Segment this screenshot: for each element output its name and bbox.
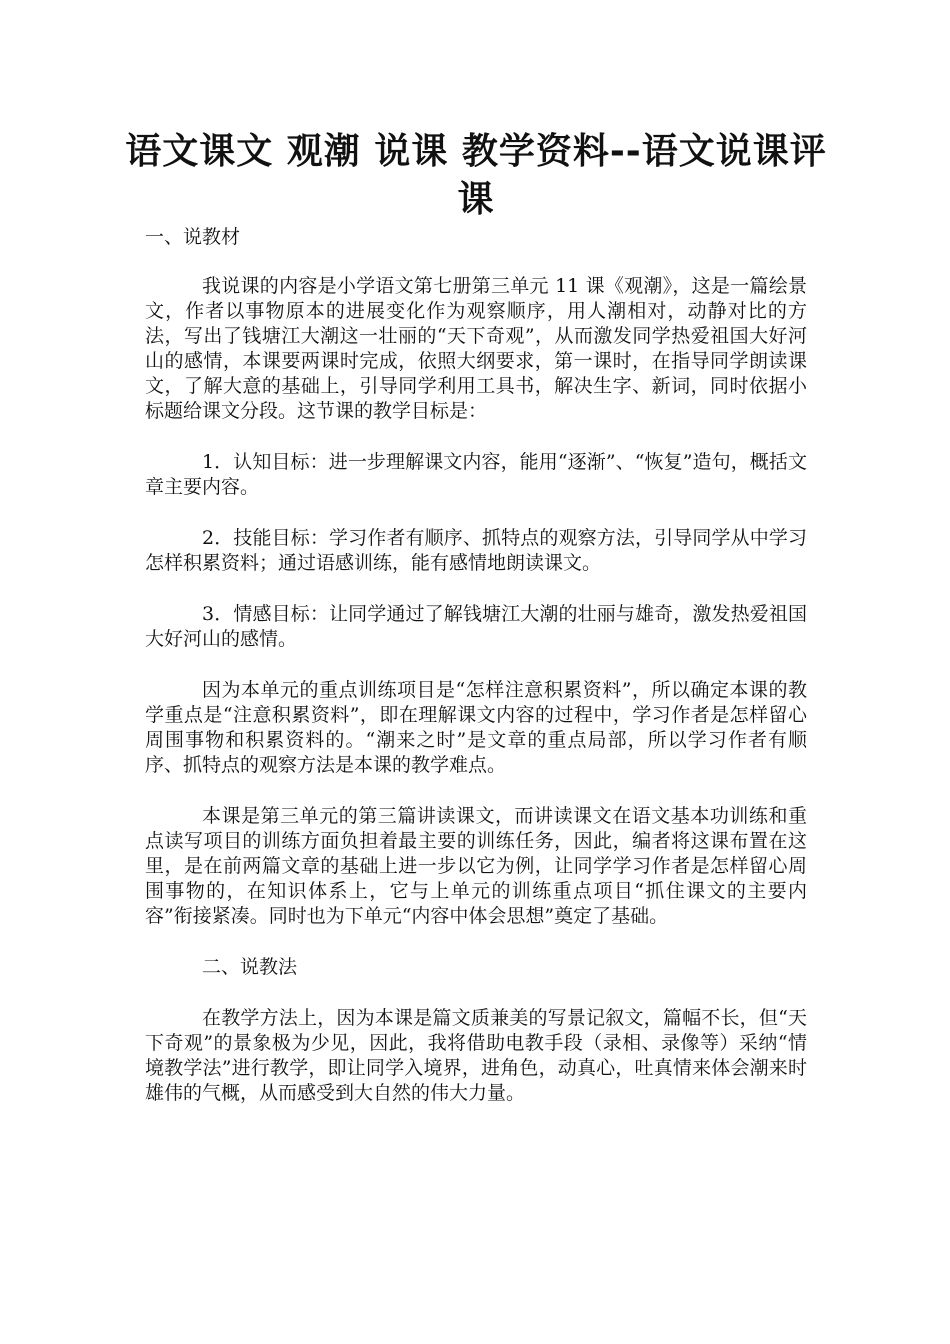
paragraph-method: 在教学方法上，因为本课是篇文质兼美的写景记叙文，篇幅不长，但“天下奇观”的景象极为少见，因此，我将借助电教手段（录相、录像等）采纳“情境教学法”进行教学，即让同学入境界，进角色，动真心，吐真情来体会潮来时雄伟的气概，从而感受到大自然的伟大力量。 [145, 1007, 807, 1104]
paragraph-unit-position: 本课是第三单元的第三篇讲读课文，而讲读课文在语文基本功训练和重点读写项目的训练方面负担着最主要的训练任务，因此，编者将这课布置在这里，是在前两篇文章的基础上进一步以它为例，让同学学习作者是怎样留心周围事物的，在知识体系上，它与上单元的训练重点项目“抓住课文的主要内容”衔接紧凑。同时也为下单元“内容中体会思想”奠定了基础。 [145, 805, 807, 927]
paragraph-goal-skill: 2．技能目标：学习作者有顺序、抓特点的观察方法，引导同学从中学习怎样积累资料；通过语感训练，能有感情地朗读课文。 [145, 527, 807, 574]
paragraph-goal-emotion: 3．情感目标：让同学通过了解钱塘江大潮的壮丽与雄奇，激发热爱祖国大好河山的感情。 [145, 603, 807, 650]
paragraph-intro: 我说课的内容是小学语文第七册第三单元 11 课《观潮》，这是一篇绘景文，作者以事物原本的进展变化作为观察顺序，用人潮相对，动静对比的方法，写出了钱塘江大潮这一壮丽的“天下奇观”，从而激发同学热爱祖国大好河山的感情，本课要两课时完成，依照大纲要求，第一课时，在指导同学朗读课文，了解大意的基础上，引导同学利用工具书，解决生字、新词，同时依据小标题给课文分段。这节课的教学目标是： [145, 275, 807, 422]
section-heading-textbook: 一、说教材 [145, 226, 241, 248]
document-title: 语文课文 观潮 说课 教学资料--语文说课评课 [125, 131, 827, 220]
paragraph-goal-cognitive: 1．认知目标：进一步理解课文内容，能用“逐渐”、“恢复”造句，概括文章主要内容。 [145, 451, 807, 498]
section-heading-method: 二、说教法 [202, 956, 298, 978]
document-page [125, 128, 827, 1132]
paragraph-key-points: 因为本单元的重点训练项目是“怎样注意积累资料”，所以确定本课的教学重点是“注意积累资料”，即在理解课文内容的过程中，学习作者是怎样留心周围事物和积累资料的。“潮来之时”是文章的重点局部，所以学习作者有顺序、抓特点的观察方法是本课的教学难点。 [145, 679, 807, 776]
